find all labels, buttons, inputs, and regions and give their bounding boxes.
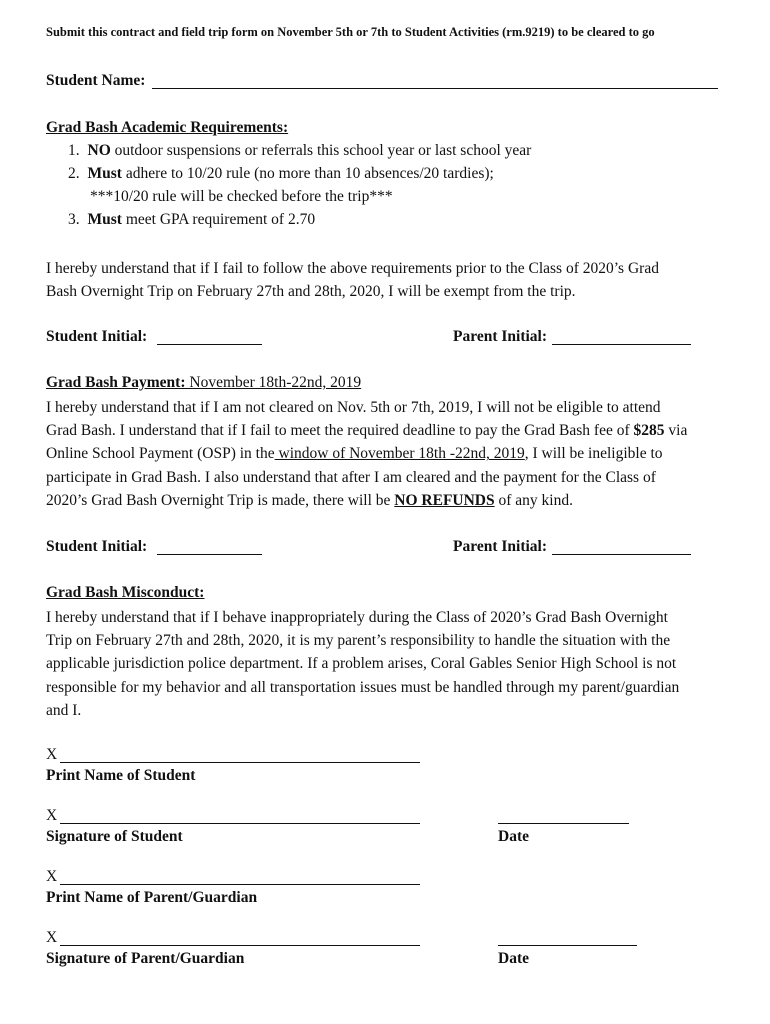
item-text: outdoor suspensions or referrals this school year or last school year: [110, 142, 532, 159]
payment-dates: November 18th-22nd, 2019: [185, 374, 362, 391]
print-name-parent-field[interactable]: [60, 884, 420, 885]
payment-line: [46, 419, 687, 442]
requirement-item-2: [68, 165, 494, 183]
misconduct-line: and I.: [46, 701, 82, 719]
payment-title-line: [46, 374, 361, 392]
signature-student-field[interactable]: [60, 823, 420, 824]
item-text: adhere to 10/20 rule (no more than 10 absences/20 tardies);: [121, 165, 494, 182]
requirement-item-3: [68, 211, 315, 229]
date-parent-field[interactable]: [498, 945, 637, 946]
payment-line: [46, 442, 687, 465]
statement-line: I hereby understand that if I fail to follow the above requirements prior to the Class of 2020’s Grad: [46, 260, 659, 277]
signature-parent-label: Signature of Parent/Guardian: [46, 950, 245, 967]
date-label: Date: [498, 950, 529, 967]
parent-initial-label: Parent Initial:: [453, 328, 547, 345]
item-bold: Must: [87, 211, 122, 228]
item-bold: NO: [87, 142, 111, 159]
signature-student-label: Signature of Student: [46, 828, 183, 845]
misconduct-title: Grad Bash Misconduct:: [46, 584, 205, 601]
date-label: Date: [498, 828, 529, 845]
print-name-student-field[interactable]: [60, 762, 420, 763]
requirement-note: ***10/20 rule will be checked before the trip***: [90, 188, 393, 205]
signature-parent-field[interactable]: [60, 945, 420, 946]
item-text: meet GPA requirement of 2.70: [121, 211, 316, 228]
payment-line: participate in Grad Bash. I also understand that after I am cleared and the payment for the Class of: [46, 468, 656, 486]
payment-paragraph: [46, 396, 687, 512]
requirement-item-1: [68, 142, 531, 160]
print-name-parent-label: Print Name of Parent/Guardian: [46, 889, 258, 906]
misconduct-line: applicable jurisdiction police department. If a problem arises, Coral Gables Senior High School is not: [46, 655, 677, 673]
x-mark: X: [46, 746, 58, 763]
item-bold: Must: [87, 165, 122, 182]
student-name-label: Student Name:: [46, 72, 146, 89]
payment-text: 2020’s Grad Bash Overnight Trip is made, there will be: [46, 491, 395, 509]
payment-title: Grad Bash Payment:: [46, 374, 186, 391]
form-header: Submit this contract and field trip form on November 5th or 7th to Student Activities (rm.9219) to be cleared to go: [46, 25, 655, 39]
academic-statement: [46, 257, 659, 303]
item-number: 2.: [68, 165, 80, 182]
no-refunds: NO REFUNDS: [394, 491, 495, 509]
statement-line: Bash Overnight Trip on February 27th and 28th, 2020, I will be exempt from the trip.: [46, 283, 576, 301]
student-initial-field[interactable]: [157, 554, 262, 555]
date-student-field[interactable]: [498, 823, 629, 824]
x-mark: X: [46, 807, 58, 824]
payment-text: Grad Bash. I understand that if I fail to meet the required deadline to pay the Grad Bash fee of: [46, 422, 634, 440]
payment-text: via: [664, 422, 688, 440]
print-name-student-label: Print Name of Student: [46, 767, 196, 784]
misconduct-line: responsible for my behavior and all transportation issues must be handled through my parent/guardian: [46, 678, 680, 696]
parent-initial-label: Parent Initial:: [453, 538, 547, 555]
misconduct-line: I hereby understand that if I behave inappropriately during the Class of 2020’s Grad Bash Overnight: [46, 609, 668, 626]
payment-text: , I will be ineligible to: [524, 445, 663, 463]
parent-initial-field[interactable]: [552, 554, 691, 555]
x-mark: X: [46, 929, 58, 946]
item-number: 1.: [68, 142, 80, 159]
x-mark: X: [46, 868, 58, 885]
payment-window: window of November 18th -22nd, 2019: [274, 445, 525, 463]
student-initial-label: Student Initial:: [46, 328, 148, 345]
student-initial-label: Student Initial:: [46, 538, 148, 555]
payment-line: [46, 489, 687, 512]
academic-requirements-title: Grad Bash Academic Requirements:: [46, 119, 289, 136]
item-number: 3.: [68, 211, 80, 228]
payment-text: Online School Payment (OSP) in the: [46, 445, 275, 463]
misconduct-paragraph: [46, 606, 679, 722]
parent-initial-field[interactable]: [552, 344, 691, 345]
payment-text: of any kind.: [494, 491, 573, 509]
student-initial-field[interactable]: [157, 344, 262, 345]
payment-line: I hereby understand that if I am not cleared on Nov. 5th or 7th, 2019, I will not be eligible to attend: [46, 399, 661, 416]
misconduct-line: Trip on February 27th and 28th, 2020, it is my parent’s responsibility to handle the situation with the: [46, 632, 671, 650]
payment-fee: $285: [633, 422, 665, 440]
student-name-field[interactable]: [152, 88, 718, 89]
